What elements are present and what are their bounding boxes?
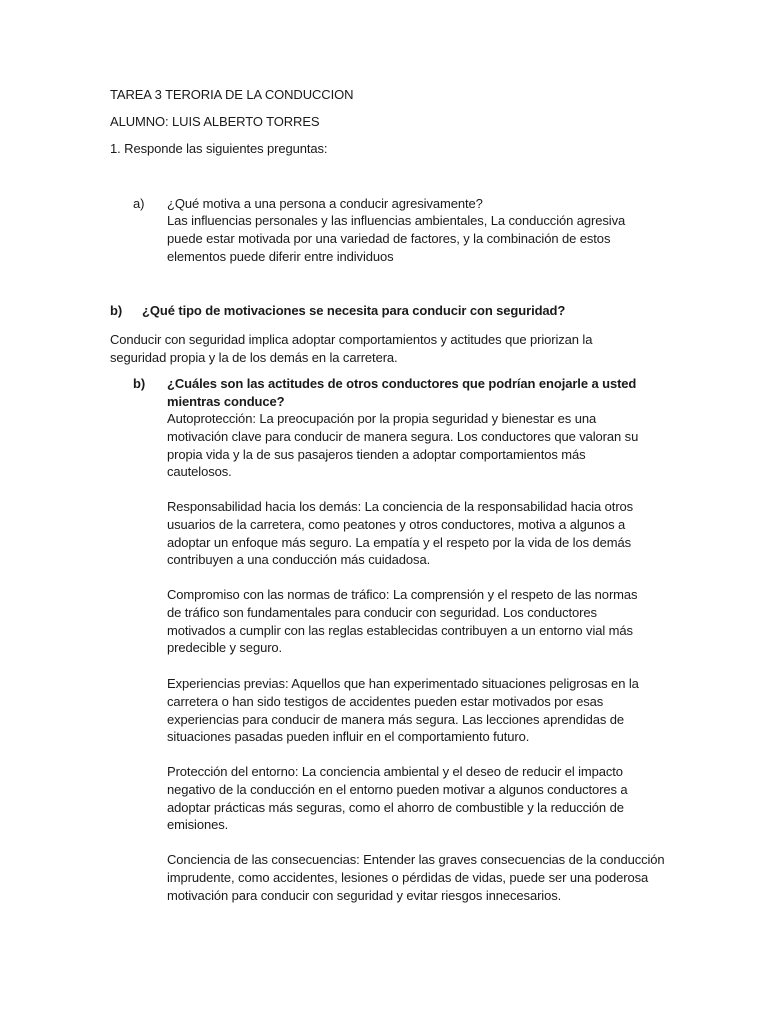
paragraph-line: negativo de la conducción en el entorno pueden motivar a algunos conductores a xyxy=(167,781,628,797)
paragraph-line: imprudente, como accidentes, lesiones o pérdidas de vidas, puede ser una poderosa xyxy=(167,869,649,885)
question-b1-answer xyxy=(110,331,592,367)
paragraph-line: Autoprotección: La preocupación por la propia seguridad y bienestar es una xyxy=(167,411,597,426)
paragraph-consecuencias xyxy=(167,851,665,904)
answer-line: puede estar motivada por una variedad de factores, y la combinación de estos xyxy=(167,230,611,246)
instruction-text: 1. Responde las siguientes preguntas: xyxy=(110,141,328,156)
question-b2-text xyxy=(167,375,636,411)
paragraph-line: Protección del entorno: La conciencia ambiental y el deseo de reducir el impacto xyxy=(167,764,623,779)
paragraph-line: predecible y seguro. xyxy=(167,640,283,656)
paragraph-line: propia vida y la de sus pasajeros tienden a adoptar comportamientos más xyxy=(167,446,586,462)
document-title: TAREA 3 TERORIA DE LA CONDUCCION xyxy=(110,87,354,102)
paragraph-line: carretera o han sido testigos de accidentes pueden estar motivados por esas xyxy=(167,693,604,709)
paragraph-proteccion-entorno xyxy=(167,763,628,834)
paragraph-line: usuarios de la carretera, como peatones y otros conductores, motiva a algunos a xyxy=(167,516,626,532)
paragraph-experiencias xyxy=(167,675,639,746)
paragraph-line: experiencias para conducir de manera más segura. Las lecciones aprendidas de xyxy=(167,711,625,727)
paragraph-line: emisiones. xyxy=(167,817,229,833)
answer-line: elementos puede diferir entre individuos xyxy=(167,248,394,264)
paragraph-responsabilidad xyxy=(167,498,633,569)
question-line: mientras conduce? xyxy=(167,393,285,409)
paragraph-line: situaciones pasadas pueden influir en el comportamiento futuro. xyxy=(167,729,530,745)
question-b2-marker: b) xyxy=(133,376,146,391)
paragraph-line: motivación para conducir con seguridad y evitar riesgos innecesarios. xyxy=(167,887,562,903)
paragraph-line: motivación clave para conducir de manera segura. Los conductores que valoran su xyxy=(167,428,639,444)
question-b1-text: ¿Qué tipo de motivaciones se necesita para conducir con seguridad? xyxy=(142,303,566,318)
question-a-marker: a) xyxy=(133,196,145,211)
paragraph-line: Compromiso con las normas de tráfico: La comprensión y el respeto de las normas xyxy=(167,587,638,602)
paragraph-autoproteccion xyxy=(167,410,638,481)
paragraph-line: cautelosos. xyxy=(167,464,232,480)
question-b1-marker: b) xyxy=(110,303,123,318)
paragraph-line: motivados a cumplir con las reglas establecidas contribuyen a un entorno vial más xyxy=(167,622,633,638)
paragraph-line: Experiencias previas: Aquellos que han experimentado situaciones peligrosas en la xyxy=(167,676,639,691)
question-line: ¿Cuáles son las actitudes de otros conductores que podrían enojarle a usted xyxy=(167,376,637,391)
answer-line: Las influencias personales y las influencias ambientales, La conducción agresiva xyxy=(167,213,626,228)
paragraph-line: adoptar prácticas más seguras, como el ahorro de combustible y la reducción de xyxy=(167,799,624,815)
paragraph-compromiso xyxy=(167,586,637,657)
paragraph-line: de tráfico son fundamentales para conducir con seguridad. Los conductores xyxy=(167,604,597,620)
answer-line: Conducir con seguridad implica adoptar comportamientos y actitudes que priorizan la xyxy=(110,332,593,347)
question-a-answer xyxy=(167,212,625,265)
paragraph-line: Responsabilidad hacia los demás: La conciencia de la responsabilidad hacia otros xyxy=(167,499,634,514)
question-a-text: ¿Qué motiva a una persona a conducir agresivamente? xyxy=(167,196,483,211)
paragraph-line: contribuyen a una conducción más cuidadosa. xyxy=(167,552,431,568)
paragraph-line: Conciencia de las consecuencias: Entender las graves consecuencias de la conducción xyxy=(167,852,665,867)
student-name: ALUMNO: LUIS ALBERTO TORRES xyxy=(110,114,320,129)
paragraph-line: adoptar un enfoque más seguro. La empatía y el respeto por la vida de los demás xyxy=(167,534,632,550)
answer-line: seguridad propia y la de los demás en la carretera. xyxy=(110,349,398,365)
